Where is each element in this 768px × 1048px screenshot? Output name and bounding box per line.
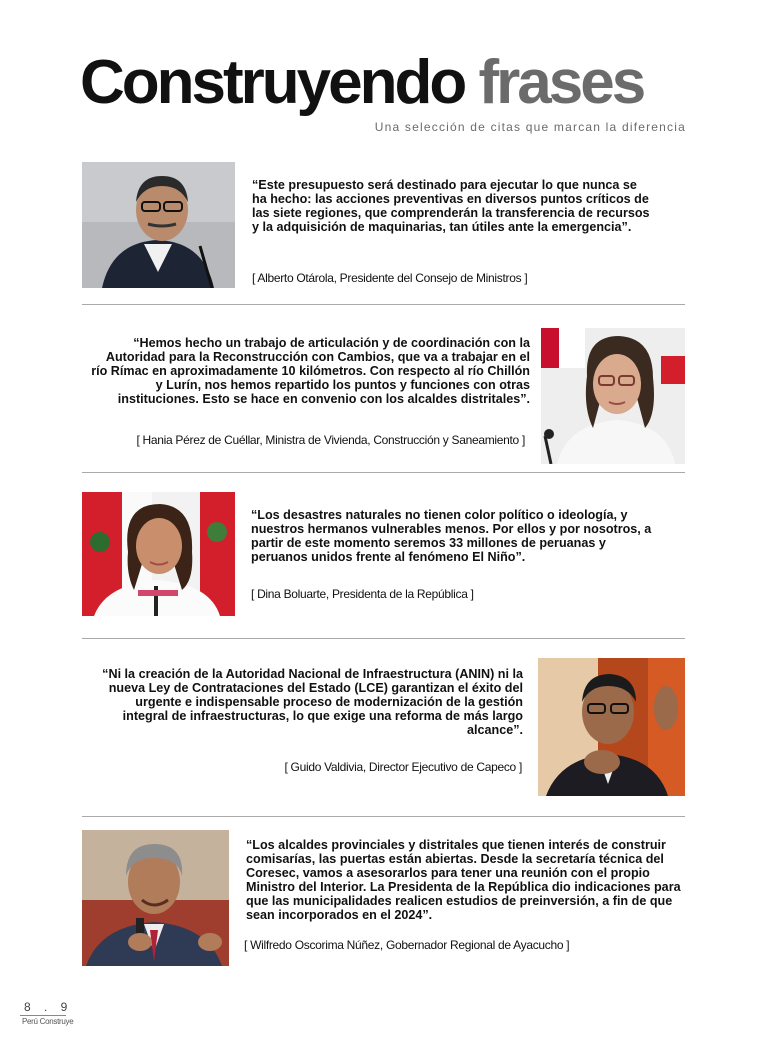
section-divider: [82, 304, 685, 305]
footer-divider: [20, 1015, 66, 1016]
quote-text: “Los alcaldes provinciales y distritales que tienen interés de construir comisarías, las puertas están abiertas. Desde la secretaría técnica del Coresec, vamos a asesorarlos para tener una reunión con el propio Ministro del Interior. La Presidenta de la República dio indicaciones para que las municipalidades realicen estudios de preinversión, a fin de que sean incorporados en el 2024”.: [246, 838, 681, 922]
page-numbers: 8 . 9: [24, 1000, 73, 1014]
title-accent: frases: [478, 48, 644, 117]
magazine-brand: Perú Construye: [22, 1017, 74, 1026]
portrait-photo-oscorima: [82, 830, 229, 966]
title-main: Construyendo: [80, 48, 465, 117]
portrait-photo-perez-de-cuellar: [541, 328, 685, 464]
quote-attribution: [ Guido Valdivia, Director Ejecutivo de Capeco ]: [284, 760, 522, 774]
section-divider: [82, 638, 685, 639]
quote-attribution: [ Dina Boluarte, Presidenta de la República ]: [251, 587, 474, 601]
page-title: [80, 48, 644, 117]
quote-text: “Ni la creación de la Autoridad Nacional de Infraestructura (ANIN) ni la nueva Ley de Contrataciones del Estado (LCE) garantizan el éxito del urgente e indispensable proceso de modernización de la gestión integral de infraestructuras, lo que exige una reforma de más largo alcance”.: [102, 667, 523, 737]
section-divider: [82, 816, 685, 817]
portrait-photo-otarola: [82, 162, 235, 288]
page-subtitle: Una selección de citas que marcan la diferencia: [374, 120, 686, 134]
portrait-photo-boluarte: [82, 492, 235, 616]
quote-text: “Los desastres naturales no tienen color político o ideología, y nuestros hermanos vulnerables menos. Por ellos y por nosotros, a partir de este momento seremos 33 millones de peruanas y peruanos unidos frente al fenómeno El Niño”.: [251, 508, 652, 564]
quote-attribution: [ Wilfredo Oscorima Núñez, Gobernador Regional de Ayacucho ]: [244, 938, 570, 952]
quote-text: “Este presupuesto será destinado para ejecutar lo que nunca se ha hecho: las acciones preventivas en diversos puntos críticos de las siete regiones, que comprenderán la transferencia de recursos y la adquisición de maquinarias, tan útiles ante la emergencia”.: [252, 178, 650, 234]
quote-text: “Hemos hecho un trabajo de articulación y de coordinación con la Autoridad para la Reconstrucción con Cambios, que va a trabajar en el río Rímac en aproximadamente 10 kilómetros. Con respecto al río Chillón y Lurín, nos hemos repartido los puntos y funciones con otras instituciones. Esto se hace en convenio con los alcaldes distritales”.: [91, 336, 530, 406]
quote-attribution: [ Hania Pérez de Cuéllar, Ministra de Vivienda, Construcción y Saneamiento ]: [136, 433, 525, 447]
quote-attribution: [ Alberto Otárola, Presidente del Consejo de Ministros ]: [252, 271, 528, 285]
section-divider: [82, 472, 685, 473]
portrait-photo-valdivia: [538, 658, 685, 796]
